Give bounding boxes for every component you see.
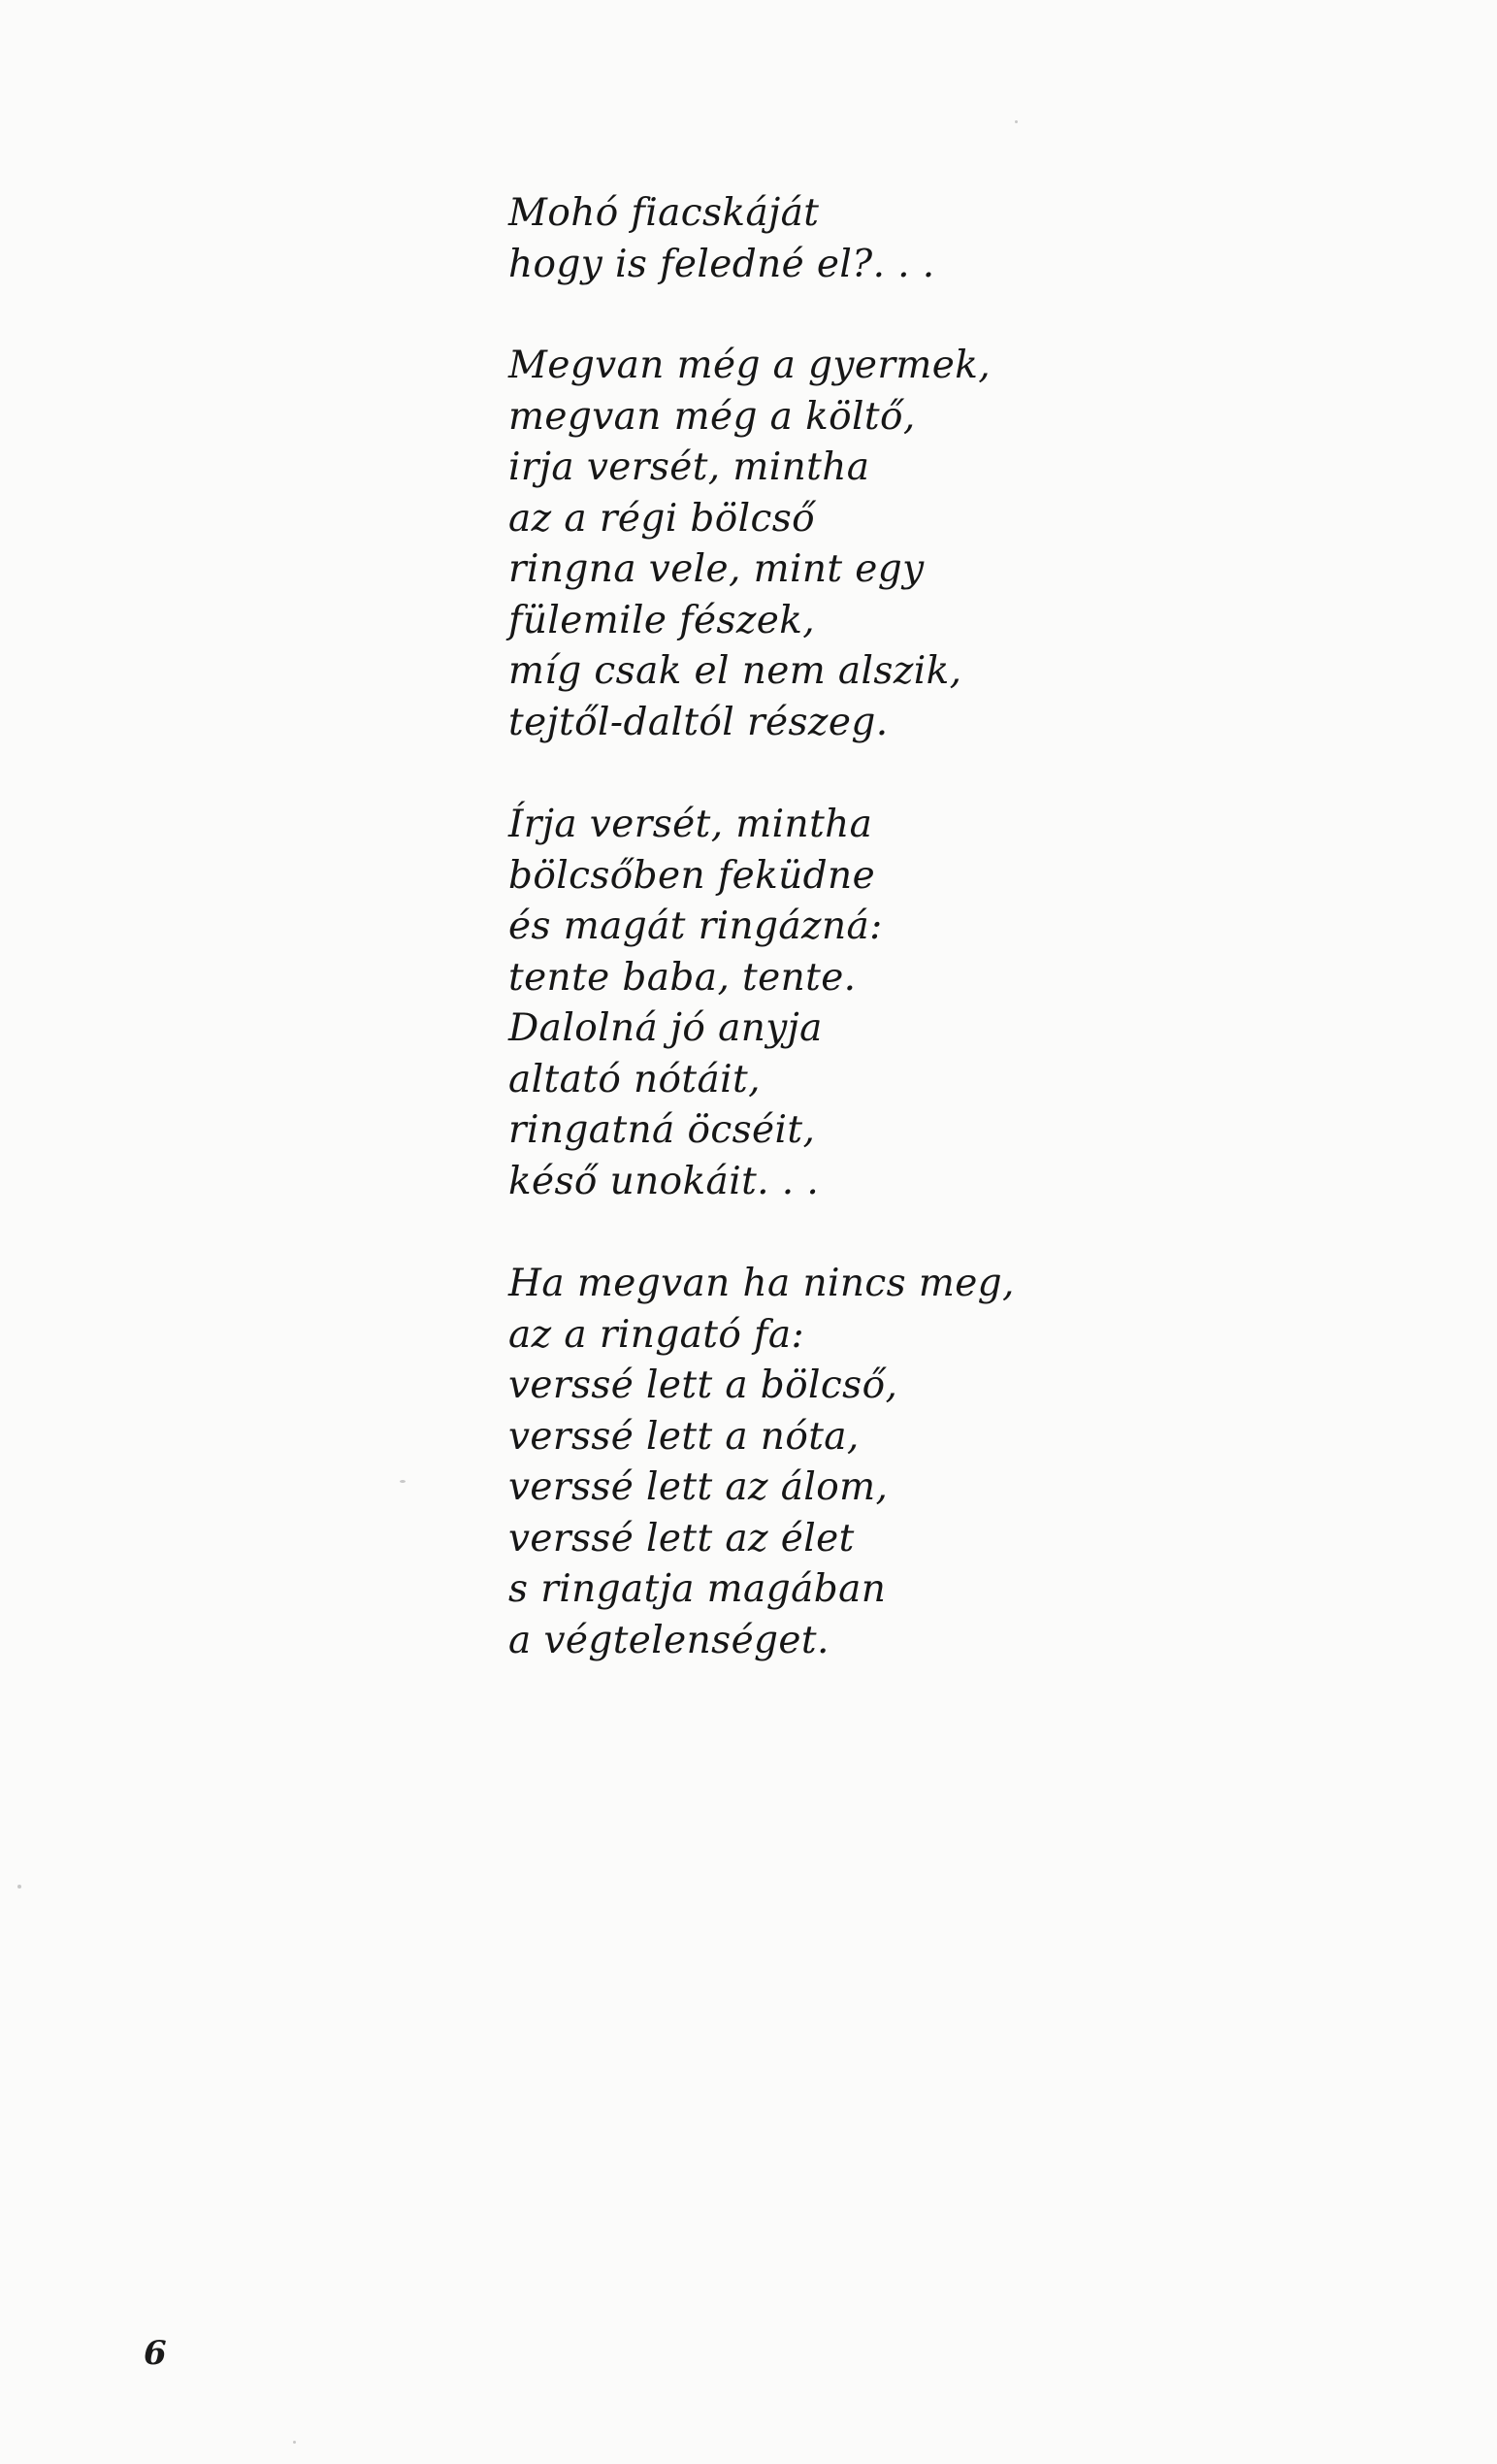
poem-line: verssé lett a bölcső, xyxy=(508,1363,898,1407)
stanza-4 xyxy=(508,1259,1110,1666)
poem-line: megvan még a költő, xyxy=(508,394,916,439)
poem-line: verssé lett a nóta, xyxy=(508,1414,860,1459)
poem-line: míg csak el nem alszik, xyxy=(508,649,962,693)
paper-speck xyxy=(1015,120,1018,123)
poem-line: fülemile fészek, xyxy=(508,598,816,642)
poem-line: bölcsőben feküdne xyxy=(508,853,876,898)
poem-line: tente baba, tente. xyxy=(508,955,857,1000)
page-number: 6 xyxy=(144,2334,167,2373)
poem-line: Mohó fiacskáját xyxy=(508,191,820,235)
poem-line: ringatná öcséit, xyxy=(508,1108,816,1152)
poem-line: s ringatja magában xyxy=(508,1567,887,1611)
poem-line: és magát ringázná: xyxy=(508,904,883,948)
poem-line: tejtől-daltól részeg. xyxy=(508,700,889,744)
poem-line: irja versét, mintha xyxy=(508,445,870,489)
poem xyxy=(508,188,1110,1666)
poem-line: az a régi bölcső xyxy=(508,496,816,541)
poem-line: hogy is feledné el?. . . xyxy=(508,242,935,286)
poem-line: verssé lett az álom, xyxy=(508,1465,889,1509)
stanza-2 xyxy=(508,341,1110,748)
poem-line: Ha megvan ha nincs meg, xyxy=(508,1262,1015,1305)
poem-line: altató nótáit, xyxy=(508,1057,761,1101)
paper-speck xyxy=(293,2441,296,2444)
poem-line: a végtelenséget. xyxy=(508,1618,830,1662)
poem-line: az a ringató fa: xyxy=(508,1312,805,1357)
poem-line: Dalolná jó anyja xyxy=(508,1006,823,1050)
poem-line: késő unokáit. . . xyxy=(508,1159,820,1203)
paper-speck xyxy=(17,1885,21,1889)
poem-line: verssé lett az élet xyxy=(508,1516,855,1561)
poem-line: Írja versét, mintha xyxy=(508,803,873,846)
paper-speck xyxy=(400,1480,406,1483)
poem-line: Megvan még a gyermek, xyxy=(508,344,992,387)
stanza-3 xyxy=(508,800,1110,1207)
poem-line: ringna vele, mint egy xyxy=(508,547,925,591)
stanza-1 xyxy=(508,188,1110,290)
